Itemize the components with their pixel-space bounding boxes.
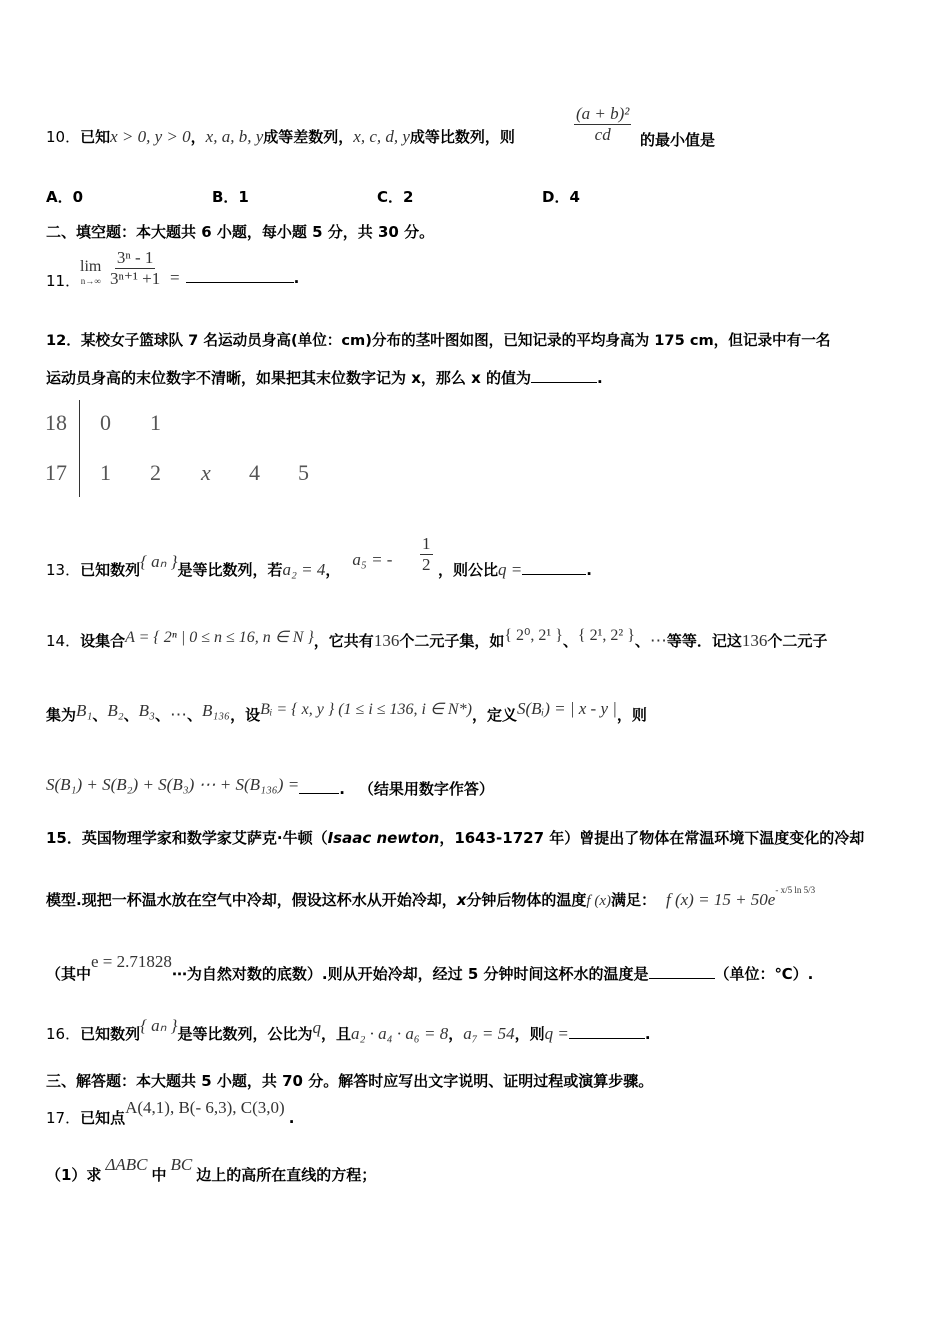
q15-text-3: 模型.现把一杯温水放在空气中冷却，假设这杯水从开始冷却， — [46, 891, 457, 909]
q17-number: 17． — [46, 1109, 81, 1127]
q14-l2-text-2: ，设 — [230, 706, 261, 724]
q16-line — [46, 1016, 651, 1044]
q11-answer-blank[interactable] — [186, 268, 294, 283]
q16-text-2: 是等比数列，公比为 — [177, 1025, 313, 1043]
q13-sequence: { aₙ } — [140, 552, 178, 571]
q17-sub1-text-3: 边上的高所在直线的方程； — [196, 1166, 377, 1184]
q16-text-1: 已知数列 — [80, 1025, 141, 1043]
q16-number: 16． — [46, 1025, 81, 1043]
q14-136: 136 — [373, 631, 400, 650]
q16-comma: ， — [448, 1025, 464, 1043]
q10-frac-numerator: (a + b)² — [576, 104, 630, 123]
q11-limit — [80, 258, 101, 286]
q17-points: A(4,1), B(- 6,3), C(3,0) — [125, 1098, 285, 1117]
q16-q: q — [312, 1018, 321, 1037]
q11-period: . — [293, 269, 300, 287]
q10-text-3: 成等比数列，则 — [409, 128, 515, 146]
q10-choice-c: C．2 — [377, 188, 414, 206]
q14-b-sep-2: 、 — [123, 706, 139, 724]
q15-name: Isaac newton — [327, 829, 440, 847]
q14-text-3: 个二元子集，如 — [399, 632, 505, 650]
q15-exponent: - x/5 ln 5/3 — [775, 885, 816, 895]
q13-line — [46, 550, 393, 580]
q14-number: 14． — [46, 632, 81, 650]
q11-frac-denominator: 3ⁿ⁺¹ +1 — [110, 269, 161, 288]
q16-product: a₂ · a₄ · a₆ = 8 — [351, 1024, 449, 1043]
q14-sum: S(B₁) + S(B₂) + S(B₃) ⋯ + S(B₁₃₆) = — [46, 775, 300, 794]
q10-fraction — [574, 104, 631, 145]
q14-dots: ⋯ — [649, 631, 667, 650]
q16-text-3: ，且 — [321, 1025, 352, 1043]
q14-line-3 — [46, 775, 494, 799]
q14-b-dots: ⋯ — [169, 705, 187, 724]
q15-text-6: （其中 — [46, 965, 92, 983]
q12-line-2 — [46, 367, 603, 388]
q10-tail — [640, 129, 715, 150]
q15-e-value: e = 2.71828 — [91, 952, 172, 971]
q13-a5: a₅ = - — [352, 550, 393, 569]
q12-answer-blank[interactable] — [531, 368, 597, 383]
q15-line-1 — [46, 827, 864, 848]
q13-half-num: 1 — [422, 534, 431, 553]
q14-line-1 — [46, 627, 828, 651]
q15-formula: f (x) = 15 + 50e — [666, 890, 776, 909]
q17-line — [46, 1098, 295, 1128]
q17-sub1-text-1: （1）求 — [46, 1166, 102, 1184]
q15-text-7: ⋯为自然对数的底数）.则从开始冷却，经过 5 分钟时间这杯水的温度是 — [171, 965, 649, 983]
q14-b-sep-4: 、 — [186, 706, 202, 724]
q10-text-4: 的最小值是 — [640, 131, 716, 149]
leaf-18-0: 0 — [100, 410, 111, 435]
q17-period: . — [288, 1109, 295, 1127]
q10-text-1: 已知 — [80, 128, 111, 146]
q14-s-def: S(Bᵢ) = | x - y | — [516, 699, 617, 718]
q10-frac-denominator: cd — [594, 125, 611, 144]
q16-q-eq: q = — [544, 1024, 569, 1043]
q15-answer-blank[interactable] — [649, 964, 715, 979]
q17-triangle: ΔABC — [105, 1155, 148, 1174]
leaf-17-0: 1 — [100, 460, 111, 485]
q14-136b: 136 — [741, 631, 768, 650]
q17-sub1 — [46, 1155, 377, 1185]
q15-fx: f (x) — [586, 893, 611, 909]
q10-number: 10． — [46, 128, 81, 146]
leaf-17-4: 5 — [298, 460, 309, 485]
q14-l2-text-1: 集为 — [46, 706, 77, 724]
q14-line-2 — [46, 699, 647, 725]
q14-note: （结果用数字作答） — [358, 780, 494, 798]
q13-half-den: 2 — [422, 555, 431, 574]
q14-l2-text-4: ，则 — [616, 706, 647, 724]
q14-bi-def: Bᵢ = { x, y } (1 ≤ i ≤ 136, i ∈ N*) — [260, 701, 472, 718]
q14-text-2: ，它共有 — [313, 632, 374, 650]
q17-sub1-text-2: 中 — [151, 1166, 167, 1184]
stem-18: 18 — [45, 410, 67, 435]
q16-answer-blank[interactable] — [569, 1024, 645, 1039]
q15-text-2: ，1643-1727 年）曾提出了物体在常温环境下温度变化的冷却 — [439, 829, 865, 847]
q14-text-5: 个二元子 — [767, 632, 828, 650]
q14-l2-text-3: ，定义 — [471, 706, 517, 724]
q14-b-sep-3: 、 — [154, 706, 170, 724]
q15-text-1: 15．英国物理学家和数学家艾萨克·牛顿（ — [46, 829, 328, 847]
q12-period: . — [597, 369, 603, 387]
q13-number: 13． — [46, 561, 81, 579]
q16-sequence: { aₙ } — [140, 1016, 178, 1035]
q15-x: x — [456, 891, 467, 909]
q10-choice-b: B．1 — [212, 188, 249, 206]
q16-text-4: ，则 — [514, 1025, 545, 1043]
q13-text-1: 已知数列 — [80, 561, 141, 579]
q13-tail — [438, 559, 592, 580]
q13-half — [420, 534, 433, 575]
q14-text-1: 设集合 — [80, 632, 126, 650]
q13-text-2: 是等比数列，若 — [177, 561, 283, 579]
q15-text-8: （单位：℃）. — [714, 965, 814, 983]
q14-period: . — [339, 780, 345, 798]
q14-sep-2: 、 — [634, 632, 650, 650]
q10-comma: ， — [190, 128, 206, 146]
q11-answer — [170, 268, 299, 288]
q13-text-3: ，则公比 — [438, 561, 499, 579]
q10-choice-a: A．0 — [46, 188, 84, 206]
q14-b1: B₁ — [76, 701, 93, 720]
q14-b2: B₂ — [107, 701, 124, 720]
q14-example-1: { 2⁰, 2¹ } — [504, 627, 563, 644]
section-3-heading: 三、解答题：本大题共 5 小题，共 70 分。解答时应写出文字说明、证明过程或演算步骤。 — [46, 1072, 654, 1090]
q10-arith-seq: x, a, b, y — [205, 127, 264, 146]
q10-geo-seq: x, c, d, y — [353, 127, 410, 146]
stem-leaf-divider — [79, 400, 80, 497]
q11-equals: = — [170, 268, 180, 287]
q13-q: q = — [498, 560, 523, 579]
q14-sep-1: 、 — [562, 632, 578, 650]
q14-b3: B₃ — [138, 701, 155, 720]
q13-a2: a₂ = 4 — [282, 560, 326, 579]
leaf-18-1: 1 — [150, 410, 161, 435]
leaf-17-3: 4 — [249, 460, 260, 485]
section-2-heading: 二、填空题：本大题共 6 小题，每小题 5 分，共 30 分。 — [46, 223, 435, 241]
q11-frac-numerator: 3ⁿ - 1 — [116, 248, 154, 267]
q10-line — [46, 126, 515, 147]
q14-set-a: A = { 2ⁿ | 0 ≤ n ≤ 16, n ∈ N } — [125, 629, 314, 646]
q10-choice-d: D．4 — [542, 188, 580, 206]
q15-text-4: 分钟后物体的温度 — [466, 891, 587, 909]
q11-number: 11． — [46, 272, 81, 290]
q15-line-3 — [46, 952, 814, 984]
q15-text-5: 满足： — [610, 891, 656, 909]
q14-answer-blank[interactable] — [299, 779, 339, 794]
q17-text-1: 已知点 — [80, 1109, 126, 1127]
q15-line-2 — [46, 885, 816, 910]
q14-b-sep-1: 、 — [92, 706, 108, 724]
q11-line — [46, 270, 80, 291]
q11-lim-symbol: lim — [80, 258, 102, 275]
q13-period: . — [586, 561, 592, 579]
q16-period: . — [644, 1025, 651, 1043]
q11-fraction — [108, 248, 162, 289]
q12-line-1: 12．某校女子篮球队 7 名运动员身高(单位：cm)分布的茎叶图如图，已知记录的平均身高为 175 cm，但记录中有一名 — [46, 332, 831, 349]
q13-answer-blank[interactable] — [522, 560, 586, 575]
leaf-17-1: 2 — [150, 460, 161, 485]
q14-text-4: 等等．记这 — [666, 632, 742, 650]
q13-comma: ， — [325, 561, 341, 579]
q14-example-2: { 2¹, 2² } — [577, 627, 635, 644]
q10-condition: x > 0, y > 0 — [110, 127, 191, 146]
leaf-17-2: x — [201, 460, 211, 485]
stem-17: 17 — [45, 460, 67, 485]
q10-text-2: 成等差数列， — [263, 128, 354, 146]
q12-text: 运动员身高的末位数字不清晰，如果把其末位数字记为 x，那么 x 的值为 — [46, 369, 532, 387]
q11-lim-subscript: n→∞ — [80, 276, 101, 286]
q14-b136: B₁₃₆ — [201, 701, 231, 720]
q17-bc: BC — [170, 1155, 193, 1174]
q16-a7: a₇ = 54 — [463, 1024, 515, 1043]
